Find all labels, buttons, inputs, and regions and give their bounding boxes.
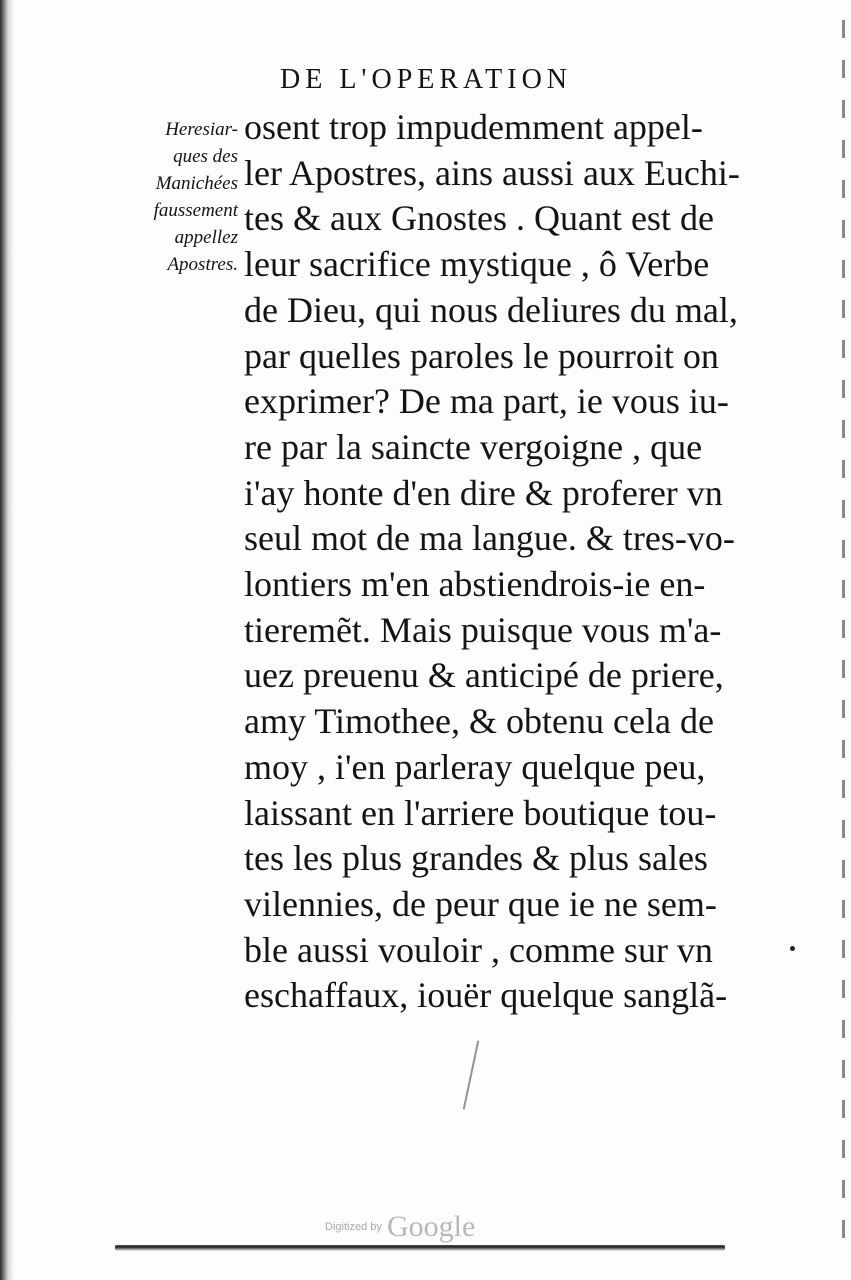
scan-bottom-rule (115, 1245, 725, 1251)
text-line: ble aussi vouloir , comme sur vn (244, 929, 713, 970)
margin-note-line: Apostres. (167, 254, 238, 275)
ink-stray-mark (463, 1041, 480, 1110)
margin-note (108, 116, 238, 278)
running-head: DE L'OPERATION (280, 64, 573, 95)
ink-dot-mark (790, 946, 795, 951)
text-line: tes & aux Gnostes . Quant est de (244, 198, 714, 239)
text-line: leur sacrifice mystique , ô Verbe (244, 244, 710, 285)
text-line: eschaffaux, iouër quelque sanglã- (244, 975, 728, 1016)
scan-edge-right (842, 20, 845, 1240)
margin-note-line: Manichées (155, 173, 238, 194)
google-logo: Google (386, 1210, 476, 1243)
scan-edge-left (0, 0, 14, 1280)
text-line: exprimer? De ma part, ie vous iu- (244, 381, 729, 422)
text-line: re par la saincte vergoigne , que (244, 426, 703, 467)
margin-note-line: faussement (153, 200, 238, 221)
text-line: tes les plus grandes & plus sales (244, 838, 708, 879)
text-line: seul mot de ma langue. & tres-vo- (244, 518, 735, 559)
text-line: de Dieu, qui nous deliures du mal, (244, 289, 738, 330)
text-line: tieremẽt. Mais puisque vous m'a- (244, 609, 722, 650)
text-line: vilennies, de peur que ie ne sem- (244, 883, 717, 924)
text-line: ler Apostres, ains aussi aux Euchi- (244, 152, 740, 193)
margin-note-line: appellez (174, 227, 238, 248)
text-line: uez preuenu & anticipé de priere, (244, 655, 724, 696)
text-line: i'ay honte d'en dire & proferer vn (244, 472, 723, 513)
margin-note-line: Heresiar- (165, 119, 238, 140)
text-line: laissant en l'arriere boutique tou- (244, 792, 717, 833)
digitized-watermark (325, 1210, 525, 1244)
body-text (244, 105, 774, 1019)
margin-note-line: ques des (173, 146, 238, 167)
text-line: par quelles paroles le pourroit on (244, 335, 719, 376)
text-line: osent trop impudemment appel- (244, 107, 703, 147)
text-line: amy Timothee, & obtenu cela de (244, 701, 714, 742)
text-line: moy , i'en parleray quelque peu, (244, 746, 706, 787)
watermark-prefix: Digitized by (325, 1221, 382, 1233)
text-line: lontiers m'en abstiendrois-ie en- (244, 564, 706, 605)
